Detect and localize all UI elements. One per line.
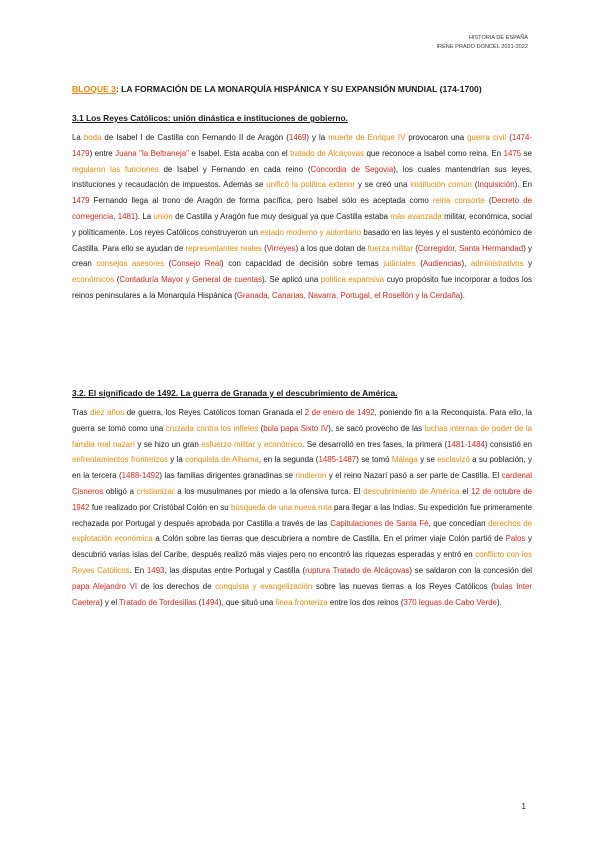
highlighted-term: Contaduría Mayor y General de cuentas [119, 275, 263, 285]
highlighted-term: 1494 [201, 597, 219, 607]
text-run: y [523, 259, 533, 269]
text-run: ) y crean [72, 243, 532, 269]
highlighted-term: Palos [505, 534, 526, 544]
highlighted-term: 1481-1484 [447, 439, 485, 449]
text-run: ( [415, 259, 423, 269]
text-run: ). La [135, 211, 154, 221]
text-run: ) se tomó [356, 455, 392, 465]
text-run: , las disputas entre Portugal y Castilla ( [164, 565, 306, 575]
highlighted-term: 1474-1479 [72, 133, 533, 158]
highlighted-term: Tratado de Tordesillas [119, 597, 197, 607]
text-run: de Isabel y Fernando en cada reino ( [158, 164, 311, 174]
text-run: , que concedían [428, 518, 489, 528]
text-run: entre los dos reinos ( [327, 597, 404, 607]
bloque-label: BLOQUE 3 [72, 84, 116, 94]
document-header [436, 34, 528, 52]
text-run: de guerra, los Reyes Católicos toman Granada el [124, 408, 305, 417]
highlighted-term: cristianizar [136, 486, 175, 496]
highlighted-term: económicos [72, 275, 115, 285]
highlighted-term: 12 de octubre de 1942 [72, 486, 532, 512]
highlighted-term: luchas internas de poder de la familia real nazarí [72, 423, 533, 449]
highlighted-term: reina consorte [432, 196, 485, 206]
header-course: HISTORIA DE ESPAÑA [468, 35, 528, 41]
section-paragraph [72, 405, 532, 610]
text-run: . Se desarrolló en tres fases, la primera ( [302, 439, 448, 449]
highlighted-term: esfuerzo militar y económico [201, 439, 303, 449]
highlighted-term: Inquisición [477, 180, 515, 190]
highlighted-term: judiciales [383, 259, 416, 269]
highlighted-term: Málaga [391, 455, 418, 465]
text-run: ) se saldaron con la concesión del [409, 565, 532, 575]
text-run: provocaron una [405, 133, 468, 142]
highlighted-term: 1485-1487 [318, 455, 357, 465]
highlighted-term: rindieron [295, 471, 327, 481]
text-run: el [459, 486, 472, 496]
text-run: a los musulmanes por miedo a la ofensiva turca. El [174, 486, 364, 496]
highlighted-term: 1475 [503, 148, 522, 158]
text-run: ), que situó una [218, 597, 276, 607]
highlighted-term: unificó la política exterior [266, 180, 356, 190]
text-run: y el reino Nazarí pasó a ser parte de Castilla. El [326, 471, 502, 481]
highlighted-term: muerte de Enrique IV [328, 133, 406, 142]
highlighted-term: Virreyes [266, 243, 296, 253]
header-author: IRENE PRADO DONCEL 2021-2022 [436, 44, 528, 50]
highlighted-term: descubrimiento de América [363, 486, 460, 496]
highlighted-term: Concordia de Segovia [310, 164, 394, 174]
highlighted-term: institución común [410, 180, 472, 190]
highlighted-term: 1488-1492 [121, 471, 160, 481]
text-run: sobre las nuevas tierras a los Reyes Católicos ( [312, 581, 494, 591]
highlighted-term: conquista de Alhama [185, 455, 259, 465]
highlighted-term: cardenal Cisneros [72, 471, 532, 496]
page-title [72, 84, 542, 94]
text-run: y se hizo un gran [134, 439, 202, 449]
highlighted-term: Granada, Canarias, Navarra, Portugal, el Rosellón y la Cerdaña [236, 290, 461, 300]
text-run: que reconoce a Isabel como reina. En [363, 148, 504, 158]
section-reyes-catolicos [72, 113, 532, 304]
highlighted-term: 1479 [72, 196, 90, 206]
text-run: ( [164, 259, 172, 269]
highlighted-term: diez años [90, 408, 125, 417]
highlighted-term: guerra civil [467, 133, 507, 142]
text-run: obligó a [103, 486, 137, 496]
text-run: ( [258, 423, 264, 433]
text-run: Fernando llega al trono de Aragón de forma pacífica, pero Isabel sólo es aceptada como [89, 196, 433, 206]
text-run: a Colón sobre las tierras que descubriera a nombre de Castilla. En el primer viaje Colón partió de [152, 534, 506, 544]
text-run: a su población, y en la tercera ( [72, 455, 532, 481]
highlighted-term: bulas Inter Caetera [72, 581, 533, 607]
text-run: La [72, 133, 84, 142]
highlighted-term: 2 de enero de 1492 [304, 408, 375, 417]
text-run: de Castilla y Aragón fue muy desigual ya que Castilla estaba [172, 211, 391, 221]
highlighted-term: tratado de Alcáçovas [290, 148, 364, 158]
highlighted-term: conquista y evangelización [215, 581, 313, 591]
text-run: ( [196, 597, 202, 607]
section-title: 3.2. El significado de 1492. La guerra de Granada y el descubrimiento de América. [72, 388, 398, 398]
text-run: ( [506, 133, 512, 142]
highlighted-term: conflicto con los Reyes Católicos [72, 550, 532, 575]
text-run: ). Se aplicó una [262, 275, 321, 285]
text-run: , poniendo fin a la Reconquista. Para ello, la guerra se tomó como una [72, 408, 533, 433]
highlighted-term: 370 leguas de Cabo Verde [403, 597, 497, 607]
section-title: 3.1 Los Reyes Católicos: unión dinástica e instituciones de gobierno. [72, 113, 348, 123]
text-run: ), [461, 259, 471, 269]
highlighted-term: derechos de explotación económica [72, 518, 532, 544]
text-run: para llegar a las Indias. Su expedición fue primeramente rechazada por Portugal y después aprobada por Castilla a través de las [72, 502, 532, 528]
text-run: ( [471, 180, 478, 190]
highlighted-term: consejos asesores [96, 259, 165, 269]
highlighted-term: enfrentamientos fronterizos [72, 455, 168, 465]
text-run: y descubrió varias islas del Caribe, después realizó más viajes pero no encontró las riquezas esperadas y entró en [72, 534, 532, 560]
highlighted-term: representantes reales [185, 243, 262, 253]
text-run: y la [167, 455, 186, 465]
highlighted-term: Consejo Real [171, 259, 221, 269]
text-run: cuyo propósito fue incorporar a todos los reinos peninsulares a la Monarquía Hispánica ( [72, 275, 532, 300]
text-run: ) con capacidad de decisión sobre temas [221, 259, 384, 269]
highlighted-term: Audiencias [422, 259, 462, 269]
highlighted-term: más avanzada [390, 211, 442, 221]
text-run: ) a los que dotan de [295, 243, 368, 253]
highlighted-term: línea fronteriza [275, 597, 328, 607]
text-run: ( [114, 275, 120, 285]
text-run: de los derechos de [137, 581, 216, 591]
text-run: ( [484, 196, 492, 206]
highlighted-term: fuerza militar [367, 243, 413, 253]
text-run: ). En [514, 180, 532, 190]
text-run: y se creó una [355, 180, 411, 190]
highlighted-term: Decreto de corregencia, 1481 [72, 196, 532, 221]
highlighted-term: bula papa Sixto IV [263, 423, 329, 433]
text-run: ) las familias dirigentes granadinas se [159, 471, 296, 481]
text-run: ( [412, 243, 418, 253]
section-paragraph [72, 130, 532, 304]
text-run: militar, económica, social y políticamente. Los reyes Católicos construyeron un [72, 211, 533, 237]
text-run: ( [261, 243, 267, 253]
highlighted-term: ruptura Tratado de Alcáçovas [305, 565, 410, 575]
text-run: e Isabel. Esta acaba con el [188, 148, 291, 158]
highlighted-term: búsqueda de una nueva ruta [230, 502, 332, 512]
text-run: ) entre [89, 148, 116, 158]
section-1492 [72, 388, 532, 610]
highlighted-term: esclavizó [437, 455, 470, 465]
highlighted-term: política expansiva [320, 275, 385, 285]
highlighted-term: regularon las funciones [72, 164, 159, 174]
text-run: basado en las leyes y el sustento económico de Castilla. Para ello se ayudan de [72, 227, 532, 253]
text-run: se [521, 148, 532, 158]
text-run: ) consistió en [484, 439, 532, 449]
text-run: ), se sacó provecho de las [328, 423, 425, 433]
text-run: de Isabel I de Castilla con Fernando II de Aragón ( [101, 133, 289, 142]
highlighted-term: cruzada contra los infieles [165, 423, 259, 433]
title-text: : LA FORMACIÓN DE LA MONARQUÍA HISPÁNICA Y SU EXPANSIÓN MUNDIAL (174-1700) [115, 84, 482, 94]
highlighted-term: estado moderno y autoritario [260, 227, 362, 237]
text-run: ) y el [100, 597, 120, 607]
text-run: ) y la [306, 133, 329, 142]
highlighted-term: Juana "la Beltraneja" [115, 148, 189, 158]
highlighted-term: administrativos [470, 259, 524, 269]
page-number: 1 [521, 802, 526, 811]
highlighted-term: 1493 [146, 565, 165, 575]
text-run: ). [460, 290, 465, 300]
text-run: Tras [72, 408, 91, 417]
highlighted-term: unión [153, 211, 173, 221]
text-run: fue realizado por Cristóbal Colón en su [89, 502, 231, 512]
highlighted-term: boda [83, 133, 102, 142]
text-run: y se [417, 455, 438, 465]
text-run: ). [496, 597, 502, 607]
text-run: ), los cuales mantendrían sus leyes, instituciones y recaudación de impuestos. Además se [72, 164, 532, 190]
highlighted-term: 1469 [288, 133, 307, 142]
highlighted-term: papa Alejandro VI [72, 581, 138, 591]
text-run: . En [129, 565, 147, 575]
highlighted-term: Corregidor, Santa Hermandad [417, 243, 524, 253]
text-run: , en la segunda ( [258, 455, 319, 465]
highlighted-term: Capitulaciones de Santa Fé [330, 518, 429, 528]
